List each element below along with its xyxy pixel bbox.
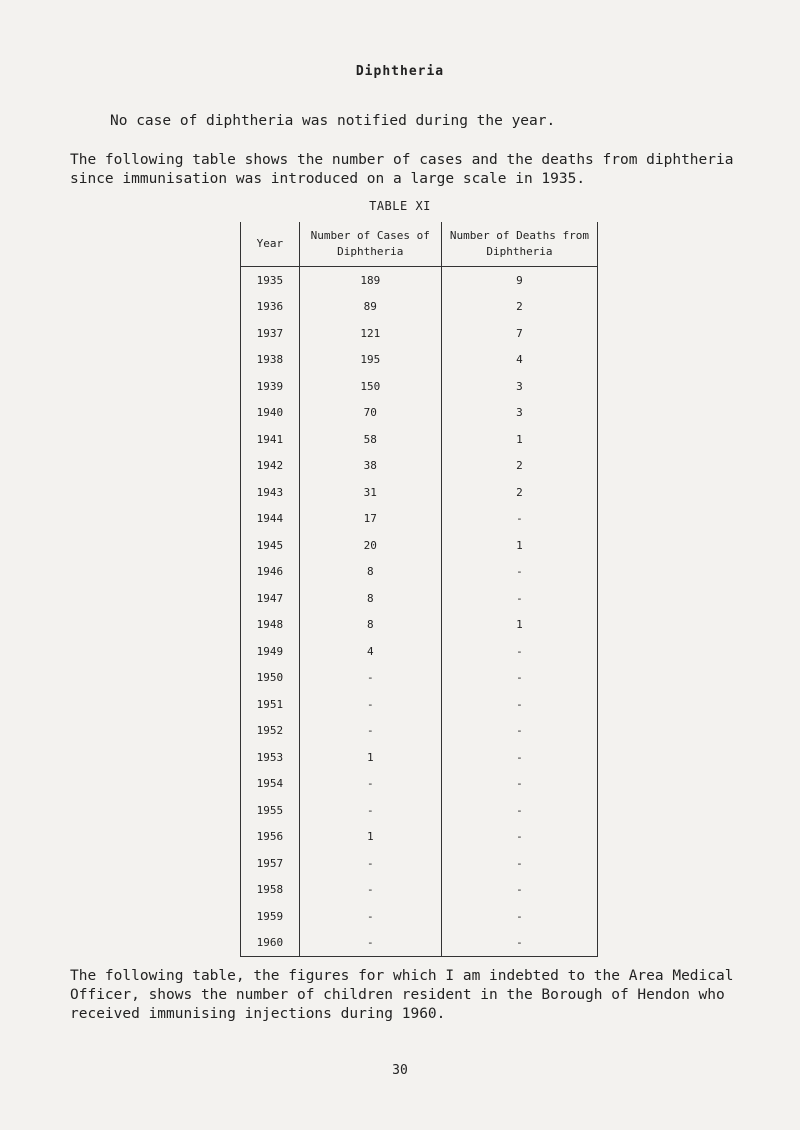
cell-deaths: 1 xyxy=(441,426,597,453)
cell-cases: 20 xyxy=(299,532,441,559)
table-row xyxy=(241,400,598,427)
cell-cases: - xyxy=(299,665,441,692)
cell-deaths: 1 xyxy=(441,612,597,639)
table-row xyxy=(241,559,598,586)
cell-deaths: - xyxy=(441,665,597,692)
cell-deaths: - xyxy=(441,638,597,665)
header-deaths: Number of Deaths from Diphtheria xyxy=(441,222,597,267)
cell-year: 1954 xyxy=(241,771,300,798)
cell-deaths: 3 xyxy=(441,400,597,427)
cell-cases: 4 xyxy=(299,638,441,665)
cell-cases: 8 xyxy=(299,559,441,586)
table-intro-paragraph: The following table shows the number of cases and the deaths from diphtheria since immunisation was introduced on a large scale in 1935. xyxy=(70,152,734,187)
header-year: Year xyxy=(241,222,300,267)
cell-deaths: 9 xyxy=(441,267,597,294)
cell-cases: 1 xyxy=(299,824,441,851)
table-row xyxy=(241,453,598,480)
table-row xyxy=(241,373,598,400)
table-row xyxy=(241,744,598,771)
cell-cases: 1 xyxy=(299,744,441,771)
intro-paragraph: No case of diphtheria was notified during the year. xyxy=(110,113,556,129)
table-row xyxy=(241,585,598,612)
cell-year: 1953 xyxy=(241,744,300,771)
closing-paragraph: The following table, the figures for which I am indebted to the Area Medical Officer, shows the number of children resident in the Borough of Hendon who received immunising injections during 1960. xyxy=(70,968,734,1022)
cell-deaths: - xyxy=(441,930,597,957)
table-row xyxy=(241,479,598,506)
table-header-row xyxy=(241,222,598,267)
cell-cases: - xyxy=(299,718,441,745)
cell-year: 1950 xyxy=(241,665,300,692)
cell-cases: - xyxy=(299,797,441,824)
cell-deaths: 2 xyxy=(441,479,597,506)
diphtheria-table xyxy=(240,222,598,957)
cell-cases: 31 xyxy=(299,479,441,506)
cell-year: 1945 xyxy=(241,532,300,559)
table-row xyxy=(241,930,598,957)
cell-year: 1936 xyxy=(241,294,300,321)
cell-year: 1959 xyxy=(241,903,300,930)
cell-year: 1935 xyxy=(241,267,300,294)
table-row xyxy=(241,718,598,745)
table-body xyxy=(241,267,598,957)
cell-year: 1957 xyxy=(241,850,300,877)
table-row xyxy=(241,771,598,798)
cell-year: 1941 xyxy=(241,426,300,453)
table-row xyxy=(241,267,598,294)
cell-cases: 8 xyxy=(299,585,441,612)
cell-deaths: - xyxy=(441,718,597,745)
cell-deaths: 2 xyxy=(441,294,597,321)
cell-cases: - xyxy=(299,850,441,877)
cell-year: 1952 xyxy=(241,718,300,745)
cell-deaths: 4 xyxy=(441,347,597,374)
cell-year: 1948 xyxy=(241,612,300,639)
cell-deaths: - xyxy=(441,585,597,612)
cell-cases: - xyxy=(299,691,441,718)
cell-deaths: - xyxy=(441,903,597,930)
table-row xyxy=(241,320,598,347)
cell-year: 1949 xyxy=(241,638,300,665)
table-row xyxy=(241,294,598,321)
table-row xyxy=(241,638,598,665)
table-row xyxy=(241,850,598,877)
cell-year: 1958 xyxy=(241,877,300,904)
cell-deaths: - xyxy=(441,877,597,904)
cell-cases: 150 xyxy=(299,373,441,400)
cell-deaths: - xyxy=(441,744,597,771)
cell-cases: - xyxy=(299,877,441,904)
table-row xyxy=(241,797,598,824)
table-row xyxy=(241,691,598,718)
cell-cases: 89 xyxy=(299,294,441,321)
cell-cases: 195 xyxy=(299,347,441,374)
cell-deaths: - xyxy=(441,559,597,586)
header-cases: Number of Cases of Diphtheria xyxy=(299,222,441,267)
cell-year: 1960 xyxy=(241,930,300,957)
cell-year: 1951 xyxy=(241,691,300,718)
cell-year: 1943 xyxy=(241,479,300,506)
cell-deaths: 7 xyxy=(441,320,597,347)
cell-year: 1947 xyxy=(241,585,300,612)
cell-cases: 17 xyxy=(299,506,441,533)
page-number: 30 xyxy=(392,1063,408,1078)
cell-deaths: 2 xyxy=(441,453,597,480)
cell-year: 1939 xyxy=(241,373,300,400)
table-row xyxy=(241,347,598,374)
cell-deaths: - xyxy=(441,850,597,877)
cell-deaths: - xyxy=(441,797,597,824)
table-row xyxy=(241,903,598,930)
cell-cases: - xyxy=(299,771,441,798)
table-row xyxy=(241,506,598,533)
cell-deaths: - xyxy=(441,771,597,798)
cell-year: 1946 xyxy=(241,559,300,586)
table-caption: TABLE XI xyxy=(369,199,431,213)
table-row xyxy=(241,426,598,453)
cell-deaths: 3 xyxy=(441,373,597,400)
table-row xyxy=(241,824,598,851)
cell-cases: 121 xyxy=(299,320,441,347)
table-row xyxy=(241,612,598,639)
cell-deaths: - xyxy=(441,691,597,718)
cell-cases: 8 xyxy=(299,612,441,639)
table-row xyxy=(241,532,598,559)
cell-year: 1940 xyxy=(241,400,300,427)
cell-year: 1956 xyxy=(241,824,300,851)
cell-year: 1942 xyxy=(241,453,300,480)
table-row xyxy=(241,877,598,904)
cell-deaths: 1 xyxy=(441,532,597,559)
table-row xyxy=(241,665,598,692)
cell-year: 1944 xyxy=(241,506,300,533)
cell-cases: - xyxy=(299,903,441,930)
cell-cases: 38 xyxy=(299,453,441,480)
section-heading: Diphtheria xyxy=(355,64,445,79)
cell-year: 1955 xyxy=(241,797,300,824)
cell-cases: 70 xyxy=(299,400,441,427)
cell-cases: 189 xyxy=(299,267,441,294)
cell-cases: 58 xyxy=(299,426,441,453)
cell-year: 1938 xyxy=(241,347,300,374)
cell-deaths: - xyxy=(441,824,597,851)
cell-year: 1937 xyxy=(241,320,300,347)
cell-deaths: - xyxy=(441,506,597,533)
cell-cases: - xyxy=(299,930,441,957)
